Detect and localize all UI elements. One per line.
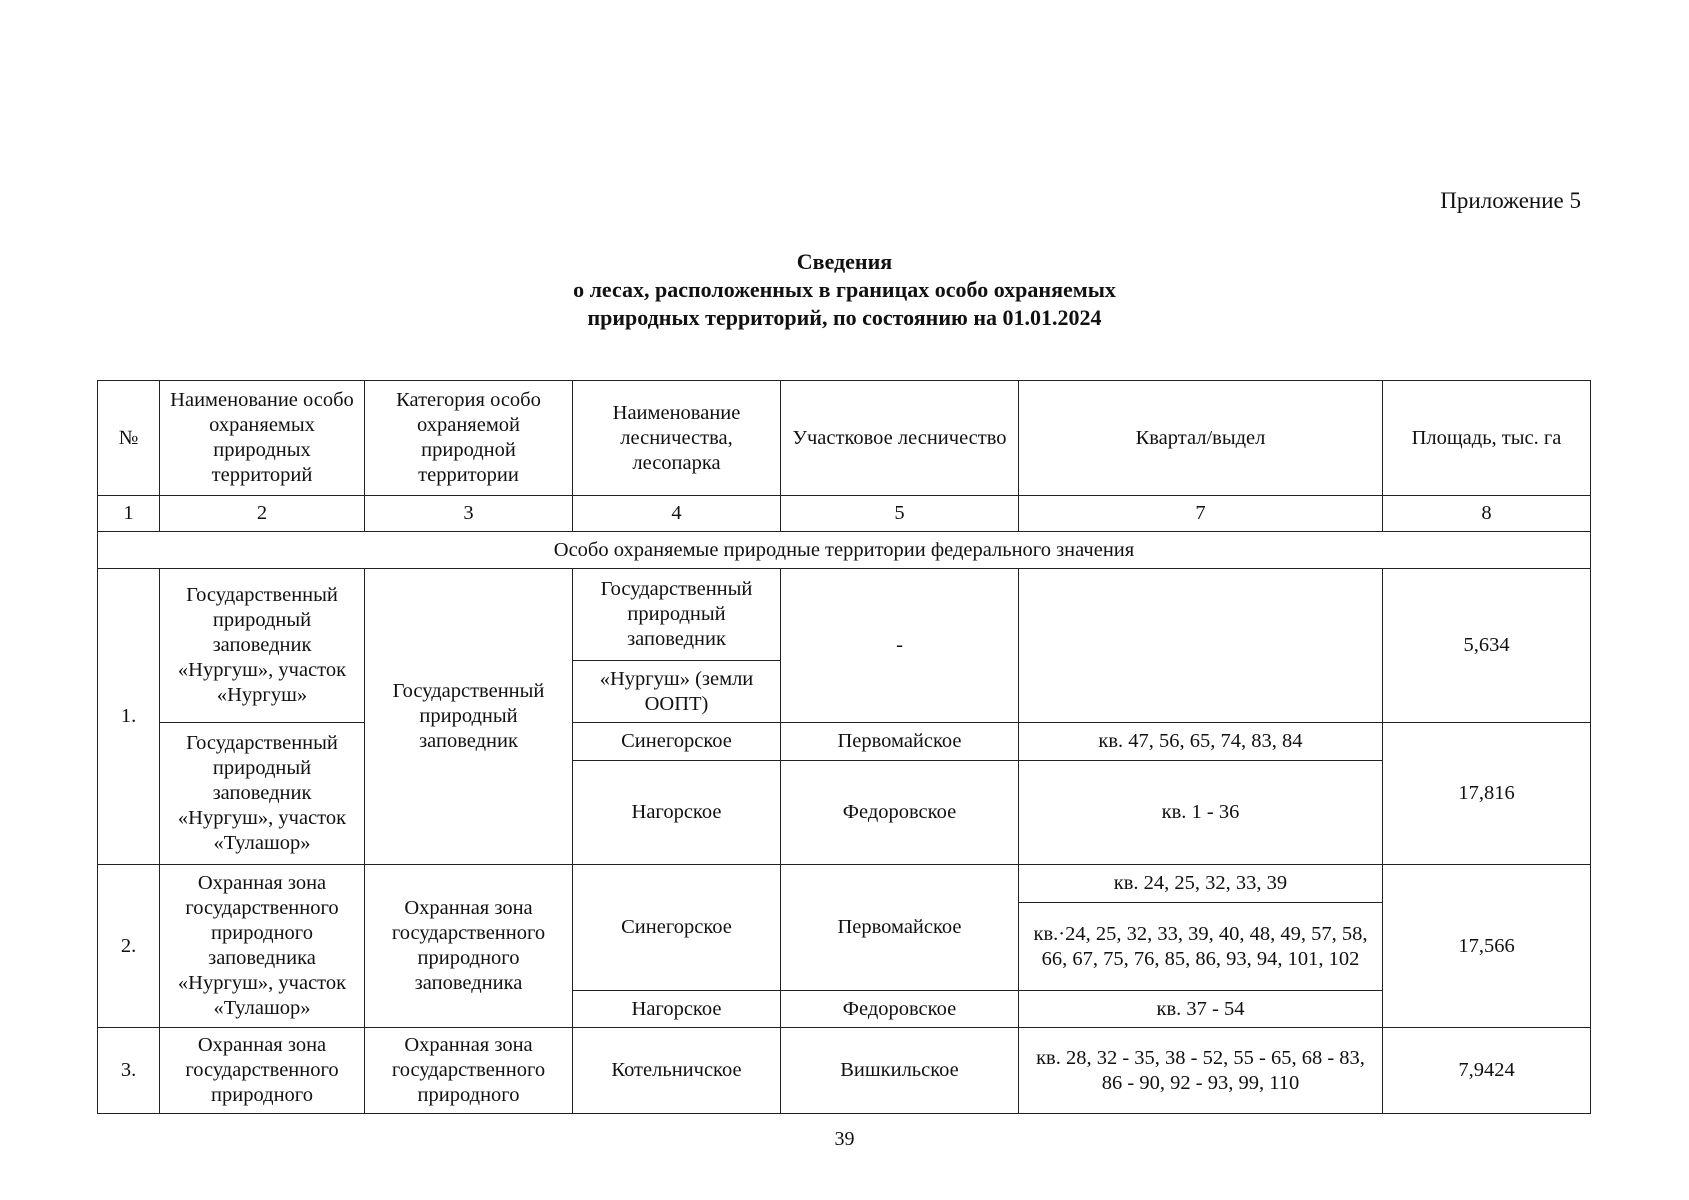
title-line-3: природных территорий, по состоянию на 01.01.2024	[587, 305, 1102, 330]
quarter-list: кв. 24, 25, 32, 33, 39	[1019, 865, 1383, 903]
area-value: 7,9424	[1383, 1028, 1591, 1114]
quarter-list: кв. 47, 56, 65, 74, 83, 84	[1019, 723, 1383, 761]
forestry-name: Котельничское	[573, 1028, 781, 1114]
quarter-list: кв. 28, 32 - 35, 38 - 52, 55 - 65, 68 - 83, 86 - 90, 92 - 93, 99, 110	[1019, 1028, 1383, 1114]
district-forestry: Первомайское	[781, 723, 1019, 761]
header-area: Площадь, тыс. га	[1383, 381, 1591, 496]
table-row	[98, 1028, 1591, 1114]
quarter-list: кв.·24, 25, 32, 33, 39, 40, 48, 49, 57, 58, 66, 67, 75, 76, 85, 86, 93, 94, 101, 102	[1019, 903, 1383, 991]
territory-category: Государственный природный заповедник	[365, 569, 573, 865]
column-number: 8	[1383, 496, 1591, 532]
header-forestry-name: Наименование лесничества, лесопарка	[573, 381, 781, 496]
table-row	[98, 865, 1591, 903]
forestry-name: Синегорское	[573, 865, 781, 991]
column-numbers-row	[98, 496, 1591, 532]
quarter-list	[1019, 569, 1383, 723]
header-quarter: Квартал/выдел	[1019, 381, 1383, 496]
appendix-label: Приложение 5	[1440, 188, 1581, 213]
area-value: 5,634	[1383, 569, 1591, 723]
territory-name: Государственный природный заповедник «Нургуш», участок «Нургуш»	[160, 569, 365, 723]
quarter-list: кв. 1 - 36	[1019, 761, 1383, 865]
forestry-name: Нагорское	[573, 761, 781, 865]
forestry-name: Синегорское	[573, 723, 781, 761]
district-forestry: Первомайское	[781, 865, 1019, 991]
page-number: 39	[834, 1128, 855, 1150]
row-number: 3.	[98, 1028, 160, 1114]
district-forestry: Вишкильское	[781, 1028, 1019, 1114]
header-territory-name: Наименование особо охраняемых природных территорий	[160, 381, 365, 496]
territory-name: Охранная зона государственного природного заповедника «Нургуш», участок «Тулашор»	[160, 865, 365, 1028]
section-title: Особо охраняемые природные территории федерального значения	[98, 532, 1591, 569]
row-number: 2.	[98, 865, 160, 1028]
territory-category: Охранная зона государственного природного	[365, 1028, 573, 1114]
column-number: 1	[98, 496, 160, 532]
column-number: 7	[1019, 496, 1383, 532]
forestry-name: Нагорское	[573, 991, 781, 1028]
column-number: 5	[781, 496, 1019, 532]
district-forestry: Федоровское	[781, 761, 1019, 865]
territory-name: Государственный природный заповедник «Нургуш», участок «Тулашор»	[160, 723, 365, 865]
header-number: №	[98, 381, 160, 496]
header-district-forestry: Участковое лесничество	[781, 381, 1019, 496]
row-number: 1.	[98, 569, 160, 865]
territory-category: Охранная зона государственного природного заповедника	[365, 865, 573, 1028]
title-line-2: о лесах, расположенных в границах особо охраняемых	[573, 277, 1116, 302]
section-title-row	[98, 532, 1591, 569]
district-forestry: -	[781, 569, 1019, 723]
column-number: 4	[573, 496, 781, 532]
territory-name: Охранная зона государственного природного	[160, 1028, 365, 1114]
table-row	[98, 723, 1591, 761]
header-territory-category: Категория особо охраняемой природной территории	[365, 381, 573, 496]
document-title	[0, 248, 1689, 332]
column-number: 2	[160, 496, 365, 532]
forestry-name: Государственный природный заповедник	[573, 569, 781, 661]
column-number: 3	[365, 496, 573, 532]
table-header-row	[98, 381, 1591, 496]
forestry-name: «Нургуш» (земли ООПТ)	[573, 661, 781, 723]
area-value: 17,816	[1383, 723, 1591, 865]
protected-forests-table	[97, 380, 1591, 1114]
quarter-list: кв. 37 - 54	[1019, 991, 1383, 1028]
area-value: 17,566	[1383, 865, 1591, 1028]
table-row	[98, 569, 1591, 661]
title-line-1: Сведения	[796, 249, 893, 274]
district-forestry: Федоровское	[781, 991, 1019, 1028]
